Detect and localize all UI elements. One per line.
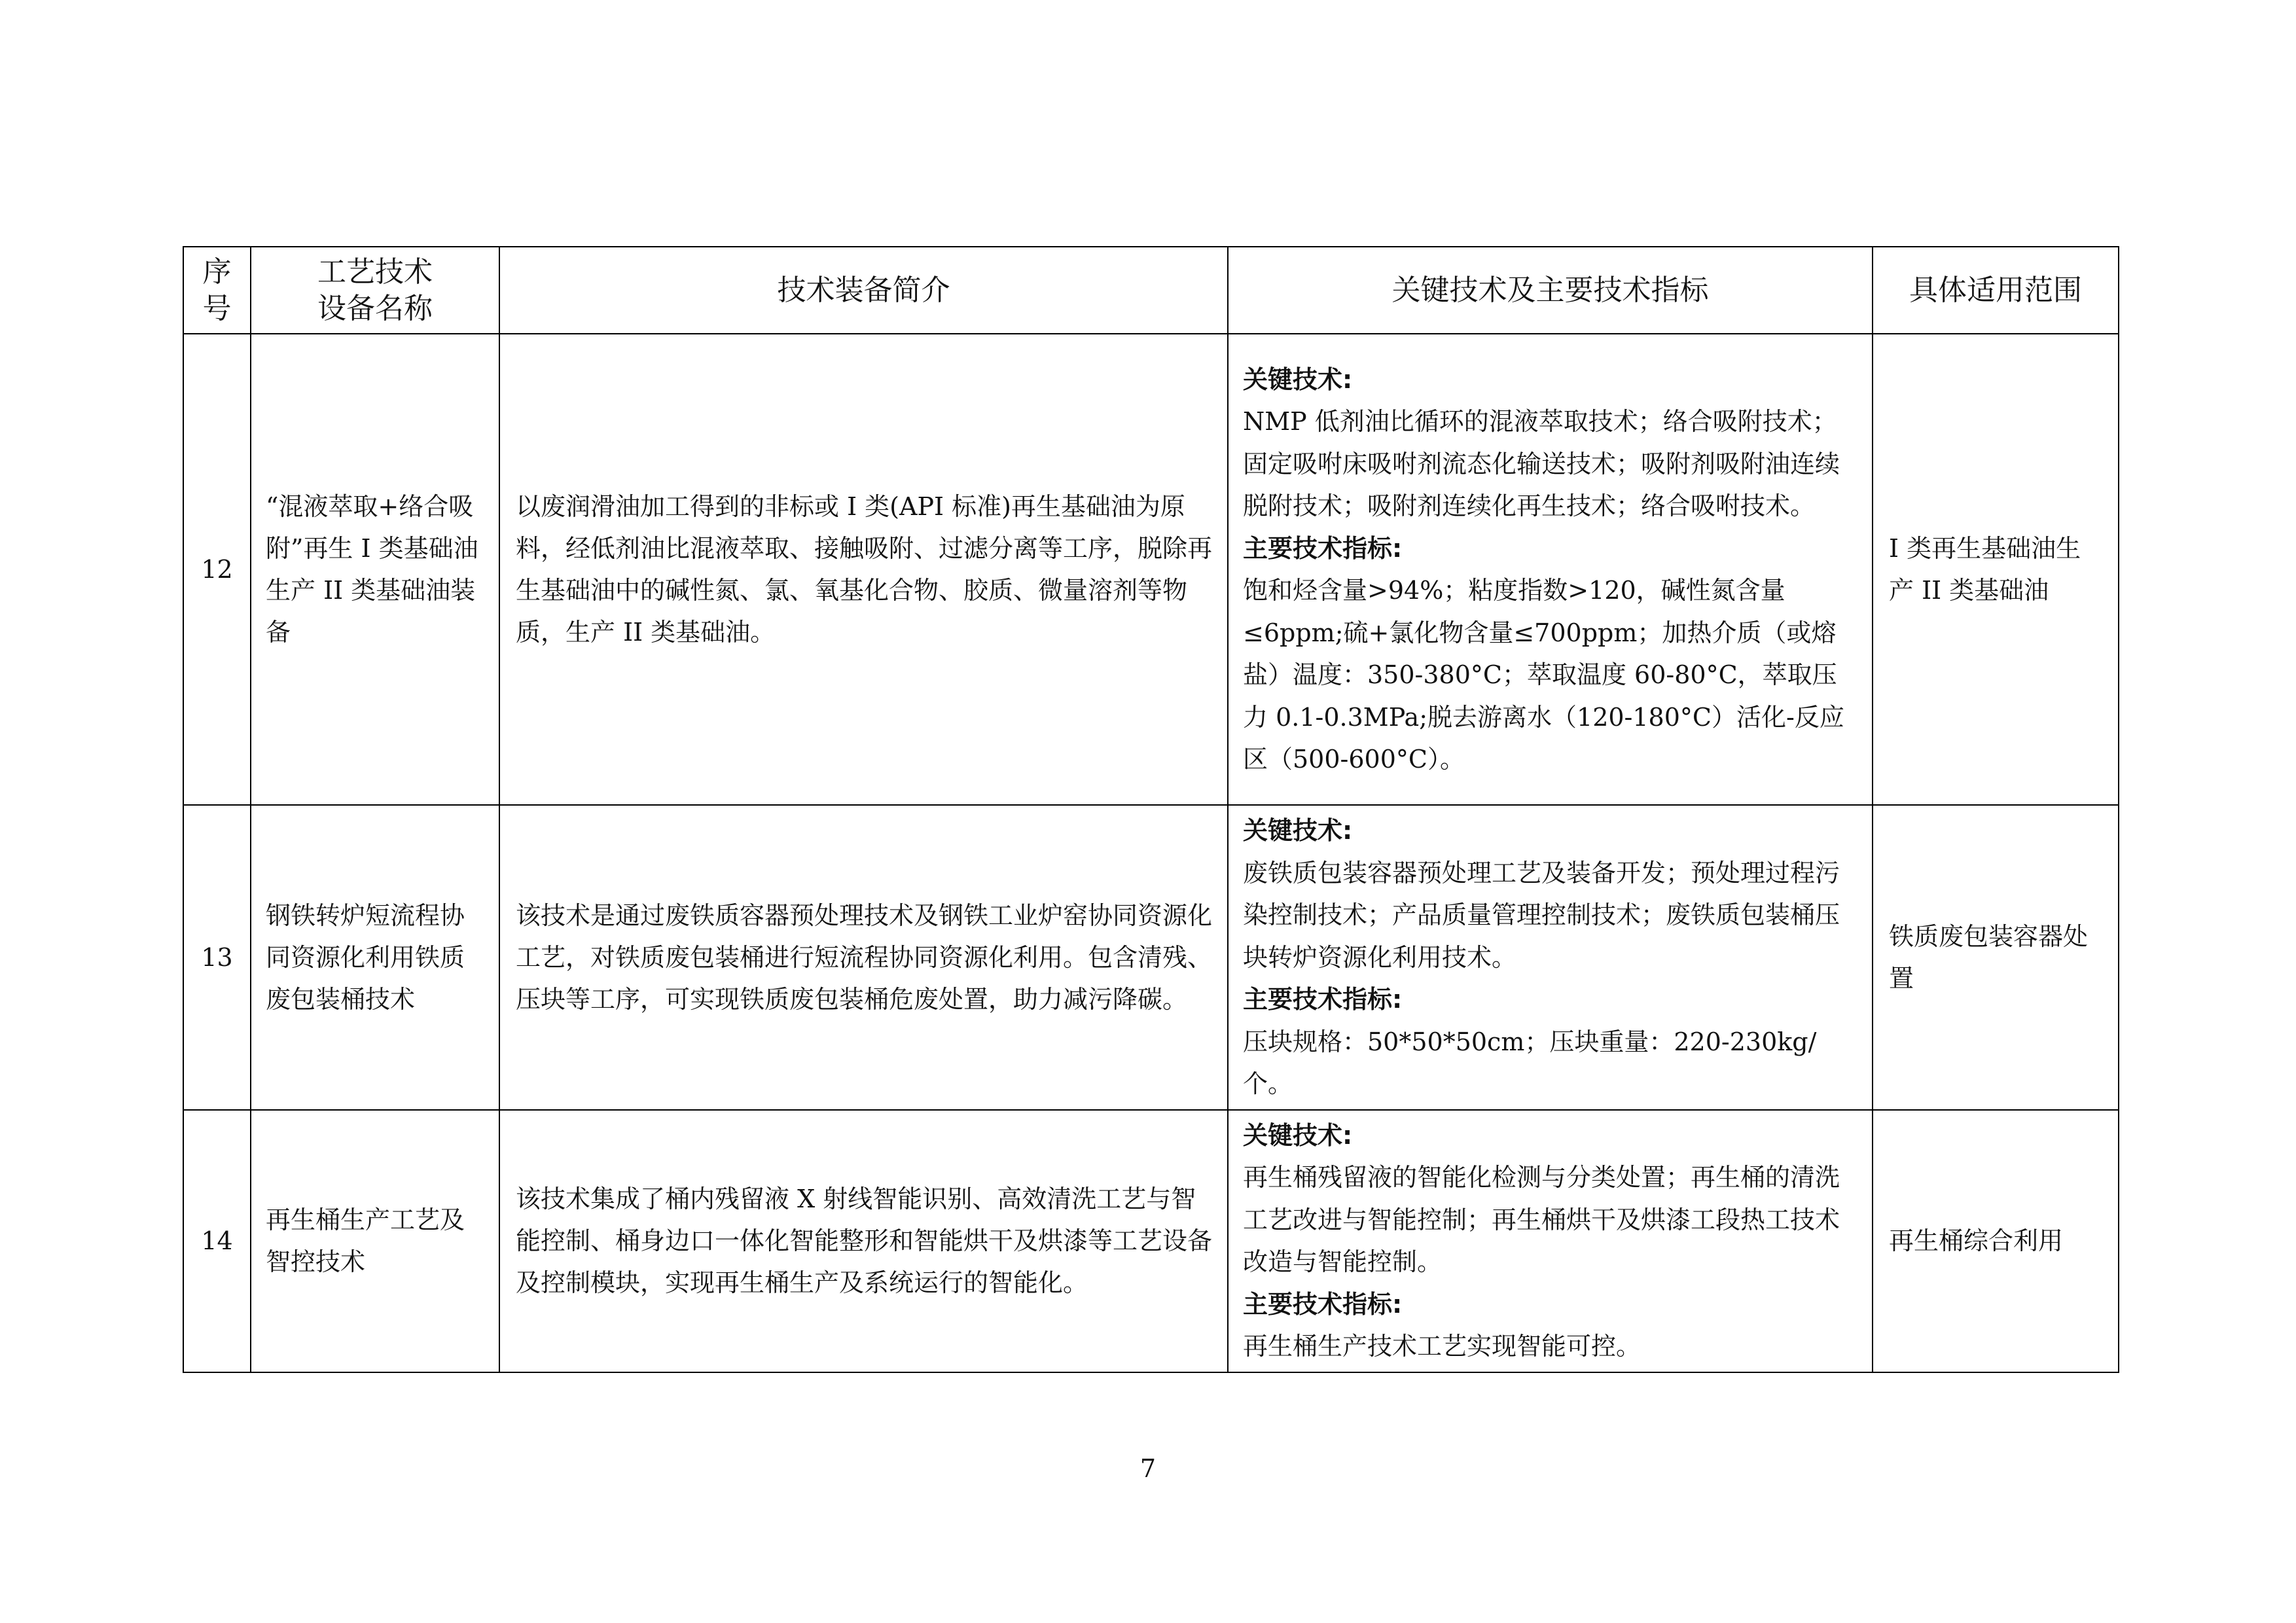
- key-tech-heading: 关键技术:: [1243, 816, 1353, 845]
- row-key-tech: [1228, 805, 1873, 1110]
- header-name-line2: 设备名称: [317, 291, 433, 325]
- row-key-tech: [1228, 334, 1873, 805]
- indicators-heading: 主要技术指标:: [1243, 533, 1403, 563]
- key-tech-text: 废铁质包装容器预处理工艺及装备开发；预处理过程污染控制技术；产品质量管理控制技术；废铁质包装桶压块转炉资源化利用技术。: [1243, 858, 1840, 972]
- table-header-row: [183, 247, 2119, 334]
- technology-table: [183, 246, 2119, 1373]
- indicators-heading: 主要技术指标:: [1243, 1289, 1403, 1319]
- row-name: 再生桶生产工艺及智控技术: [251, 1110, 499, 1372]
- table-row: [183, 334, 2119, 805]
- row-intro: 该技术集成了桶内残留液 X 射线智能识别、高效清洗工艺与智能控制、桶身边口一体化智能整形和智能烘干及烘漆等工艺设备及控制模块，实现再生桶生产及系统运行的智能化。: [499, 1110, 1228, 1372]
- header-index: [183, 247, 251, 334]
- row-intro: 以废润滑油加工得到的非标或 I 类(API 标准)再生基础油为原料，经低剂油比混液萃取、接触吸附、过滤分离等工序，脱除再生基础油中的碱性氮、氯、氧基化合物、胶质、微量溶剂等物质，生产 II 类基础油。: [499, 334, 1228, 805]
- header-key-tech: 关键技术及主要技术指标: [1228, 247, 1873, 334]
- key-tech-heading: 关键技术:: [1243, 1120, 1353, 1150]
- indicators-text: 再生桶生产技术工艺实现智能可控。: [1243, 1332, 1641, 1361]
- header-index-line1: 序: [202, 255, 232, 289]
- row-scope: I 类再生基础油生产 II 类基础油: [1873, 334, 2119, 805]
- row-key-tech: [1228, 1110, 1873, 1372]
- header-scope: 具体适用范围: [1873, 247, 2119, 334]
- indicators-heading: 主要技术指标:: [1243, 985, 1403, 1014]
- key-tech-text: 再生桶残留液的智能化检测与分类处置；再生桶的清洗工艺改进与智能控制；再生桶烘干及烘漆工段热工技术改造与智能控制。: [1243, 1163, 1840, 1276]
- table-row: [183, 805, 2119, 1110]
- row-index: 12: [183, 334, 251, 805]
- indicators-text: 饱和烃含量>94%；粘度指数>120，碱性氮含量≤6ppm;硫+氯化物含量≤700ppm；加热介质（或熔盐）温度：350-380°C；萃取温度 60-80°C，萃取压力 0.1-0.3MPa;脱去游离水（120-180°C）活化-反应区（500-600°C）。: [1243, 576, 1844, 774]
- header-index-line2: 号: [202, 291, 232, 325]
- table-row: [183, 1110, 2119, 1372]
- indicators-text: 压块规格：50*50*50cm；压块重量：220-230kg/个。: [1243, 1027, 1817, 1098]
- row-index: 14: [183, 1110, 251, 1372]
- header-intro: 技术装备简介: [499, 247, 1228, 334]
- row-name: “混液萃取+络合吸附”再生 I 类基础油生产 II 类基础油装备: [251, 334, 499, 805]
- key-tech-text: NMP 低剂油比循环的混液萃取技术；络合吸附技术；固定吸咐床吸咐剂流态化输送技术；吸附剂吸附油连续脱附技术；吸附剂连续化再生技术；络合吸咐技术。: [1243, 407, 1840, 520]
- row-scope: 再生桶综合利用: [1873, 1110, 2119, 1372]
- header-name-line1: 工艺技术: [317, 255, 433, 289]
- key-tech-heading: 关键技术:: [1243, 365, 1353, 394]
- row-intro: 该技术是通过废铁质容器预处理技术及钢铁工业炉窑协同资源化工艺，对铁质废包装桶进行短流程协同资源化利用。包含清残、压块等工序，可实现铁质废包装桶危废处置，助力减污降碳。: [499, 805, 1228, 1110]
- header-name: [251, 247, 499, 334]
- row-scope: 铁质废包装容器处置: [1873, 805, 2119, 1110]
- row-name: 钢铁转炉短流程协同资源化利用铁质废包装桶技术: [251, 805, 499, 1110]
- row-index: 13: [183, 805, 251, 1110]
- page-number: 7: [1139, 1454, 1157, 1483]
